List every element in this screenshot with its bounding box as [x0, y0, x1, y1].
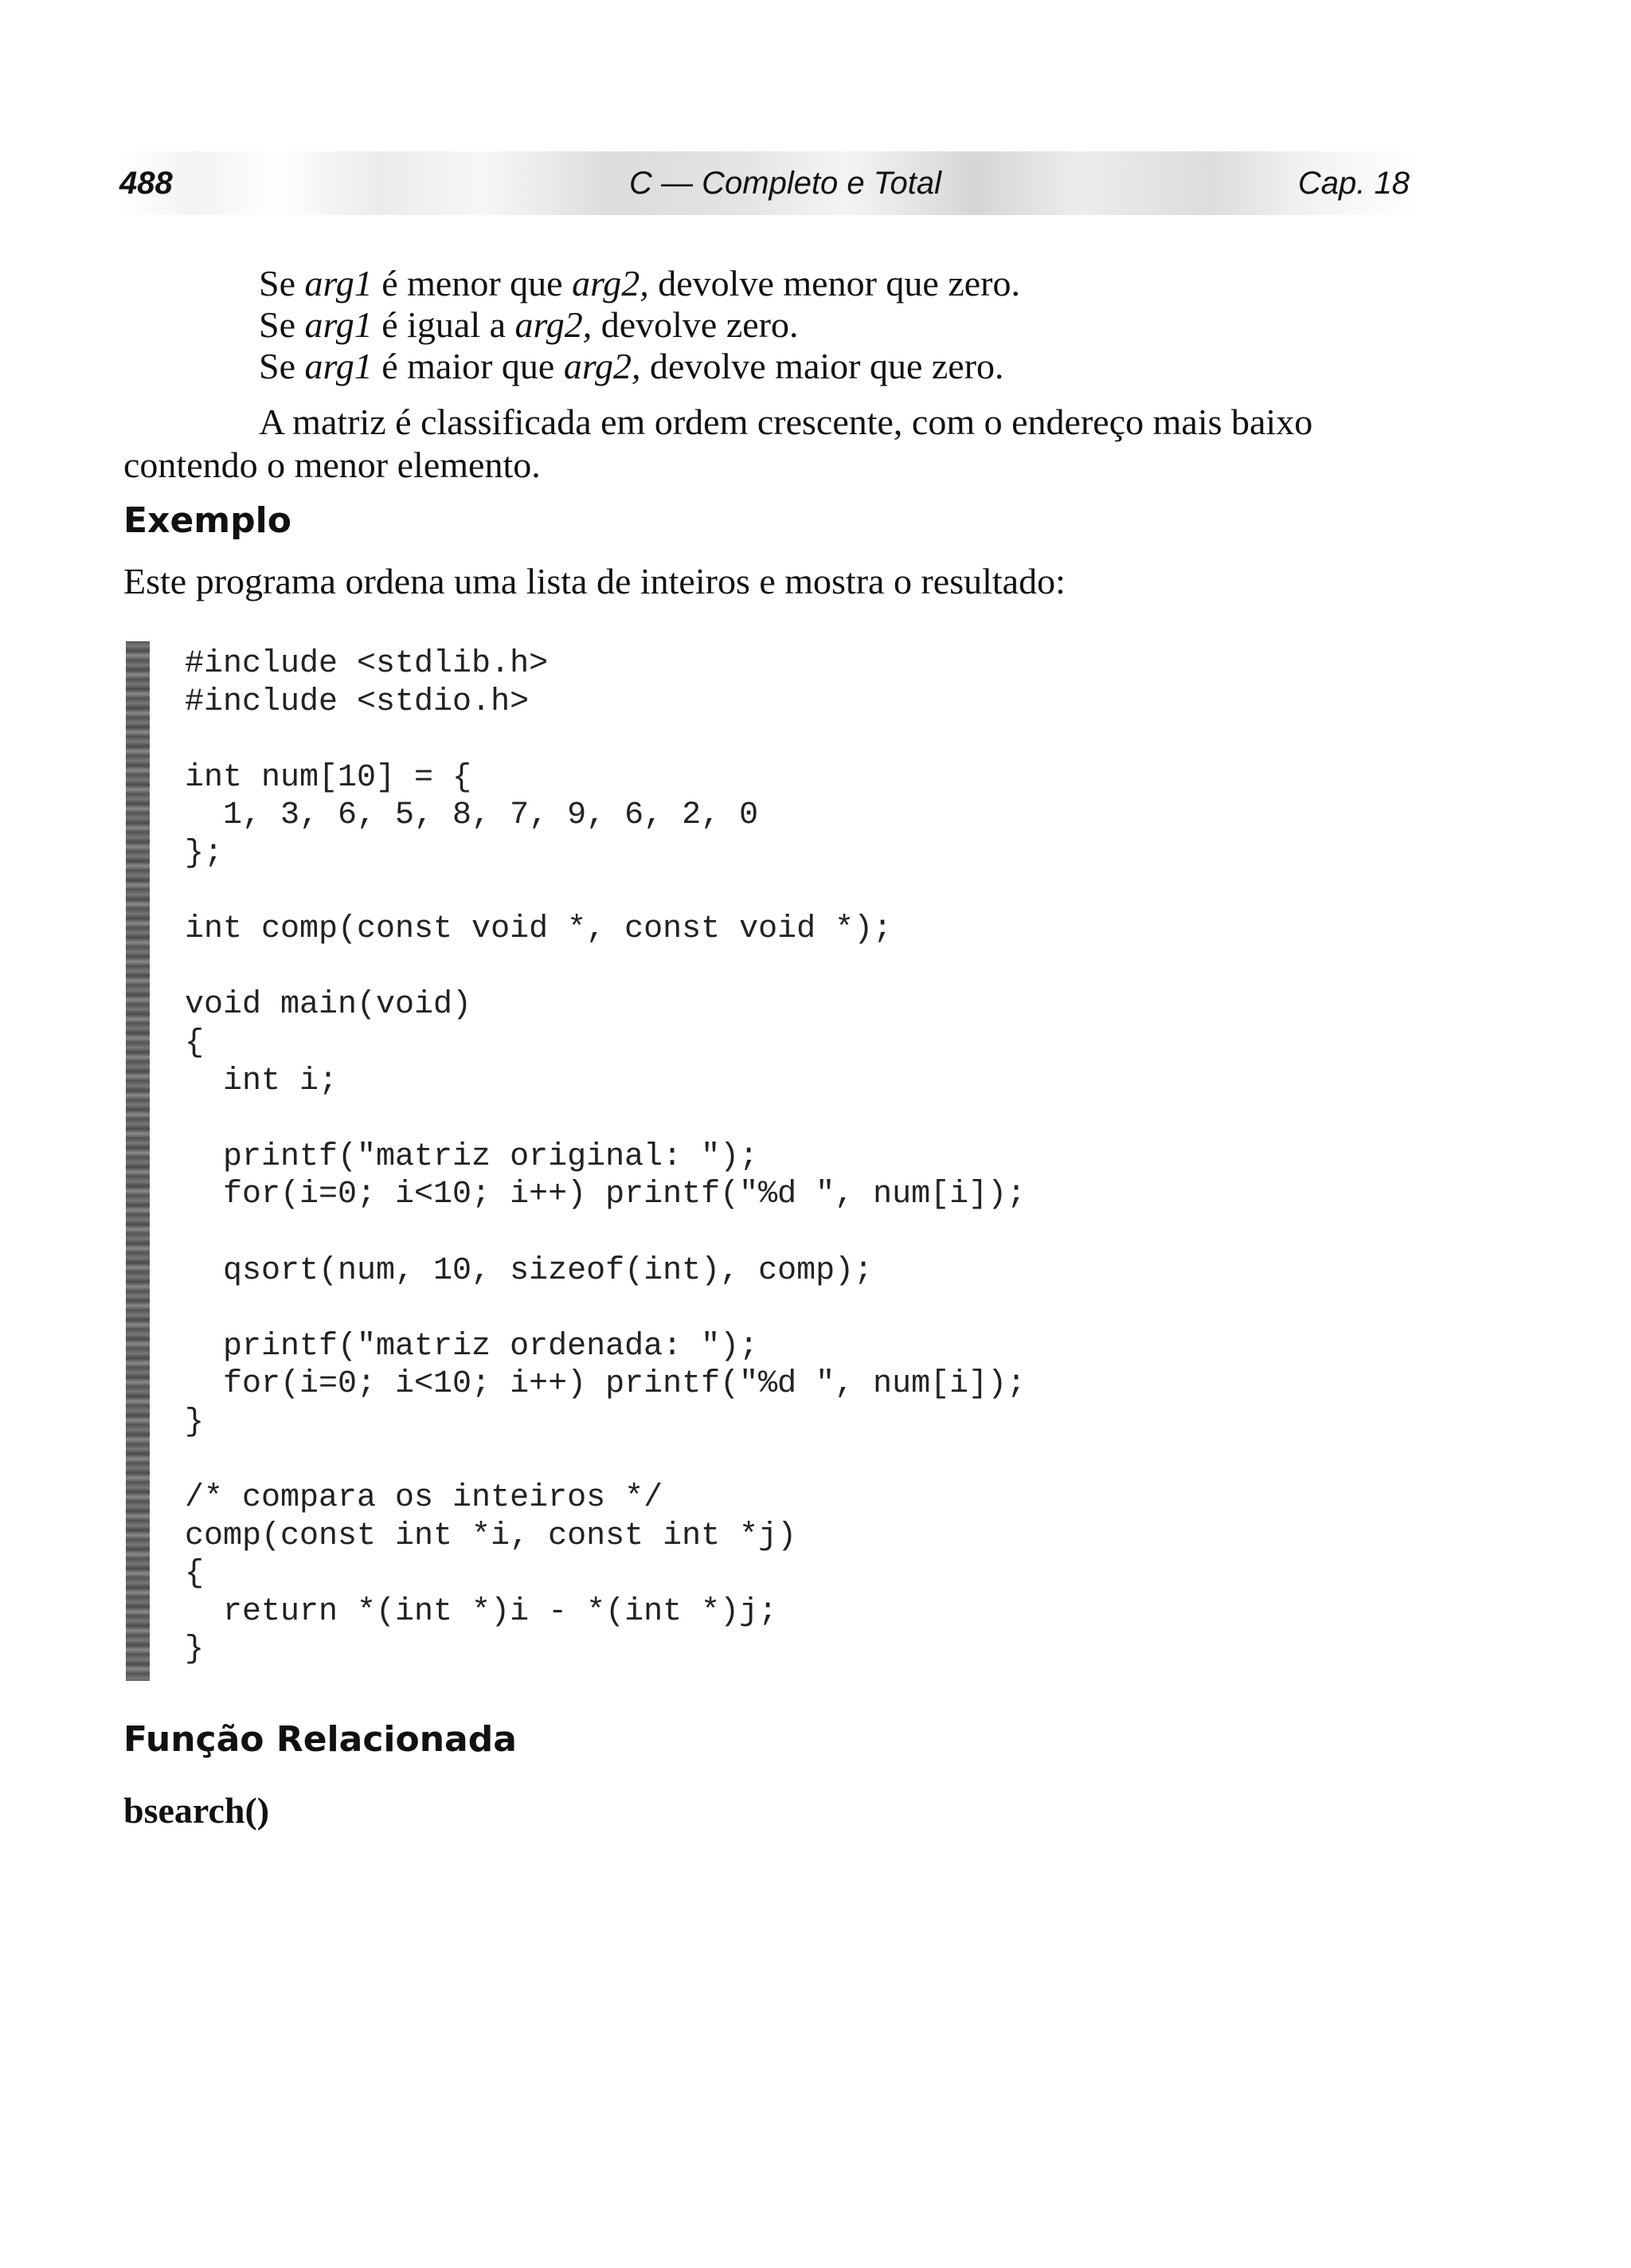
code-line: [185, 1100, 1026, 1138]
related-function: bsearch(): [123, 1790, 270, 1831]
code-line: {: [185, 1024, 205, 1061]
code-line: printf("matriz ordenada: ");: [185, 1328, 759, 1365]
code-line: }: [185, 1404, 205, 1440]
code-line: {: [185, 1556, 205, 1592]
code-line: #include <stdlib.h>: [185, 646, 549, 682]
code-line: int comp(const void *, const void *);: [185, 911, 893, 948]
page-number: 488: [119, 166, 173, 201]
code-line: comp(const int *i, const int *j): [185, 1518, 797, 1554]
code-line: [185, 949, 1026, 987]
rule-text: é menor que: [372, 263, 573, 304]
rule-text: devolve maior que zero.: [640, 346, 1004, 386]
rule-line: [259, 261, 1020, 306]
running-header: [119, 151, 1418, 215]
arg-name: arg1: [304, 346, 373, 386]
chapter-label: Cap. 18: [1297, 166, 1410, 201]
rule-text: devolve zero.: [592, 304, 799, 345]
code-line: qsort(num, 10, sizeof(int), comp);: [185, 1252, 874, 1289]
arg-name: arg2,: [563, 346, 641, 386]
code-line: [185, 873, 1026, 911]
arg-name: arg1: [304, 304, 373, 345]
rule-text: Se: [259, 263, 305, 304]
related-heading: Função Relacionada: [123, 1719, 517, 1760]
rule-line: [259, 303, 799, 347]
arg-name: arg1: [304, 263, 373, 304]
code-line: void main(void): [185, 987, 472, 1024]
rule-text: Se: [259, 346, 305, 386]
code-line: };: [185, 835, 224, 872]
rule-text: Se: [259, 304, 305, 345]
code-line: 1, 3, 6, 5, 8, 7, 9, 6, 2, 0: [185, 797, 759, 834]
arg-name: arg2,: [572, 263, 649, 304]
book-title: C — Completo e Total: [629, 166, 942, 201]
code-line: int num[10] = {: [185, 759, 472, 796]
code-line: #include <stdio.h>: [185, 684, 530, 720]
code-line: [185, 721, 1026, 759]
code-line: int i;: [185, 1063, 338, 1099]
code-margin-bar: [126, 641, 150, 1681]
paragraph-line: contendo o menor elemento.: [123, 445, 541, 485]
arg-name: arg2,: [514, 304, 593, 345]
code-line: printf("matriz original: ");: [185, 1138, 759, 1175]
rule-text: devolve menor que zero.: [648, 263, 1020, 304]
code-line: [185, 1214, 1026, 1252]
rule-text: é maior que: [372, 346, 564, 386]
code-line: return *(int *)i - *(int *)j;: [185, 1593, 778, 1630]
paragraph-line: A matriz é classificada em ordem crescente, com o endereço mais baixo: [259, 402, 1313, 442]
code-line: }: [185, 1631, 205, 1668]
code-line: /* compara os inteiros */: [185, 1480, 663, 1517]
code-line: [185, 1441, 1026, 1479]
code-line: for(i=0; i<10; i++) printf("%d ", num[i]);: [185, 1366, 1027, 1403]
code-line: [185, 1290, 1026, 1328]
rule-text: é igual a: [372, 304, 515, 345]
example-intro: Este programa ordena uma lista de inteiros e mostra o resultado:: [123, 561, 1066, 601]
code-listing: [185, 645, 1026, 1669]
code-line: for(i=0; i<10; i++) printf("%d ", num[i]);: [185, 1177, 1027, 1213]
rule-line: [259, 344, 1004, 389]
section-heading: Exemplo: [123, 500, 291, 541]
